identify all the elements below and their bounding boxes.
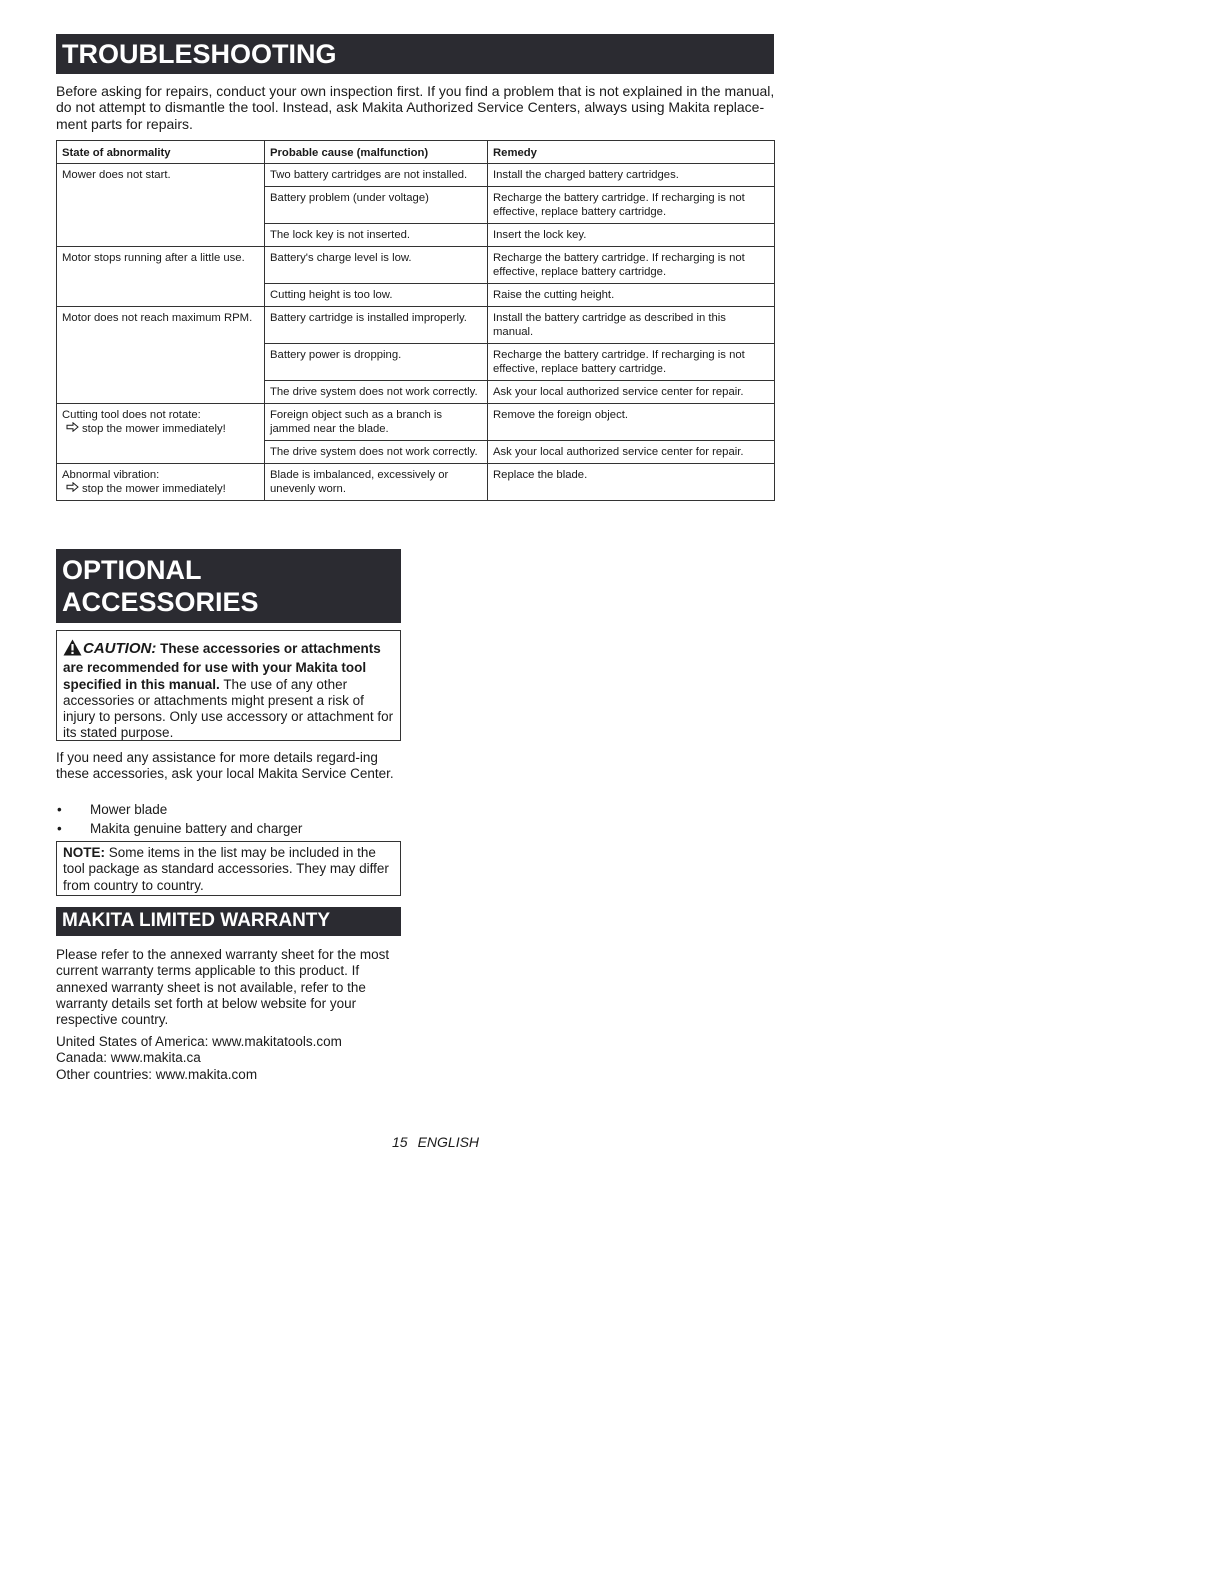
remedy-cell: Install the charged battery cartridges. [488, 164, 775, 187]
note-text: Some items in the list may be included in the tool package as standard accessories. They may differ from country to country. [63, 845, 389, 893]
column-header-cause: Probable cause (malfunction) [265, 141, 488, 164]
cause-cell: The drive system does not work correctly. [265, 381, 488, 404]
state-text: Abnormal vibration: [62, 469, 160, 481]
cause-cell: Cutting height is too low. [265, 284, 488, 307]
state-cell [57, 404, 265, 464]
warning-triangle-icon [63, 639, 82, 660]
table-row [57, 464, 775, 501]
warranty-text: Please refer to the annexed warranty sheet for the most current warranty terms applicable to this product. If annexed warranty sheet is not available, refer to the warranty details set forth at below website for your respective country. [56, 947, 390, 1028]
troubleshooting-heading: TROUBLESHOOTING [56, 34, 774, 74]
caution-text: The use of any other accessories or attachments might present a risk of injury to persons. Only use accessory or attachment for its stated purpose. [63, 676, 394, 741]
state-text: Motor does not reach maximum RPM. [62, 312, 253, 324]
remedy-cell: Install the battery cartridge as described in this manual. [488, 307, 775, 344]
bullet: • [57, 802, 62, 817]
remedy-cell: Insert the lock key. [488, 224, 775, 247]
troubleshooting-intro: Before asking for repairs, conduct your own inspection first. If you find a problem that is not explained in the manual, do not attempt to dismantle the tool. Instead, ask Makita Authorized Service Centers, always using Makita replace-ment parts for repairs. [56, 83, 775, 132]
accessory-list [56, 800, 401, 838]
state-cell [57, 464, 265, 501]
note-box [56, 841, 401, 896]
cause-cell: Battery power is dropping. [265, 344, 488, 381]
state-cell [57, 307, 265, 404]
state-action [62, 422, 259, 436]
remedy-cell: Replace the blade. [488, 464, 775, 501]
remedy-cell: Recharge the battery cartridge. If recharging is not effective, replace battery cartridge. [488, 344, 775, 381]
note-label: NOTE: [63, 845, 105, 860]
table-header-row [57, 141, 775, 164]
table-row [57, 404, 775, 441]
cause-cell: Battery problem (under voltage) [265, 187, 488, 224]
page-language: ENGLISH [417, 1134, 480, 1150]
remedy-cell: Recharge the battery cartridge. If recharging is not effective, replace battery cartridge. [488, 187, 775, 224]
caution-label: CAUTION: [83, 640, 157, 657]
caution-box [56, 630, 401, 741]
remedy-cell: Ask your local authorized service center for repair. [488, 381, 775, 404]
heading-line: OPTIONAL [62, 555, 202, 585]
cause-cell: Two battery cartridges are not installed. [265, 164, 488, 187]
list-item [56, 819, 401, 838]
state-action-text: stop the mower immediately! [82, 423, 226, 435]
caution-bold-text: These accessories or attachments are recommended for use with your Makita tool specified in this manual. [63, 641, 381, 692]
state-cell [57, 164, 265, 247]
list-item [56, 800, 401, 819]
optional-accessories-heading [56, 549, 401, 623]
warranty-heading: MAKITA LIMITED WARRANTY [56, 907, 401, 936]
cause-cell: Battery's charge level is low. [265, 247, 488, 284]
state-action [62, 482, 259, 496]
state-text: Motor stops running after a little use. [62, 252, 245, 264]
troubleshooting-table [56, 140, 775, 501]
table-row [57, 247, 775, 284]
state-cell [57, 247, 265, 307]
website-line: Canada: www.makita.ca [56, 1050, 201, 1066]
state-text: Cutting tool does not rotate: [62, 409, 201, 421]
state-text: Mower does not start. [62, 169, 171, 181]
state-action-text: stop the mower immediately! [82, 483, 226, 495]
remedy-cell: Ask your local authorized service center for repair. [488, 441, 775, 464]
arrow-right-icon [66, 422, 79, 436]
cause-cell: Battery cartridge is installed improperly. [265, 307, 488, 344]
arrow-right-icon [66, 482, 79, 496]
warranty-websites [56, 1034, 401, 1083]
remedy-cell: Remove the foreign object. [488, 404, 775, 441]
remedy-cell: Raise the cutting height. [488, 284, 775, 307]
table-row [57, 307, 775, 344]
table-row [57, 164, 775, 187]
website-line: United States of America: www.makitatools.com [56, 1034, 342, 1049]
cause-cell: Blade is imbalanced, excessively or unevenly worn. [265, 464, 488, 501]
remedy-cell: Recharge the battery cartridge. If recharging is not effective, replace battery cartridge. [488, 247, 775, 284]
list-item-label: Makita genuine battery and charger [90, 821, 303, 836]
cause-cell: The lock key is not inserted. [265, 224, 488, 247]
cause-cell: Foreign object such as a branch is jammed near the blade. [265, 404, 488, 441]
page-footer [392, 1134, 479, 1150]
bullet: • [57, 821, 62, 836]
page-number: 15 [392, 1134, 408, 1150]
column-header-remedy: Remedy [488, 141, 775, 164]
column-header-state: State of abnormality [57, 141, 265, 164]
cause-cell: The drive system does not work correctly. [265, 441, 488, 464]
website-line: Other countries: www.makita.com [56, 1066, 258, 1082]
troubleshooting-table-body [57, 164, 775, 501]
list-item-label: Mower blade [90, 802, 168, 817]
assistance-text: If you need any assistance for more details regard-ing these accessories, ask your local Makita Service Center. [56, 750, 394, 782]
heading-line: ACCESSORIES [62, 587, 259, 617]
